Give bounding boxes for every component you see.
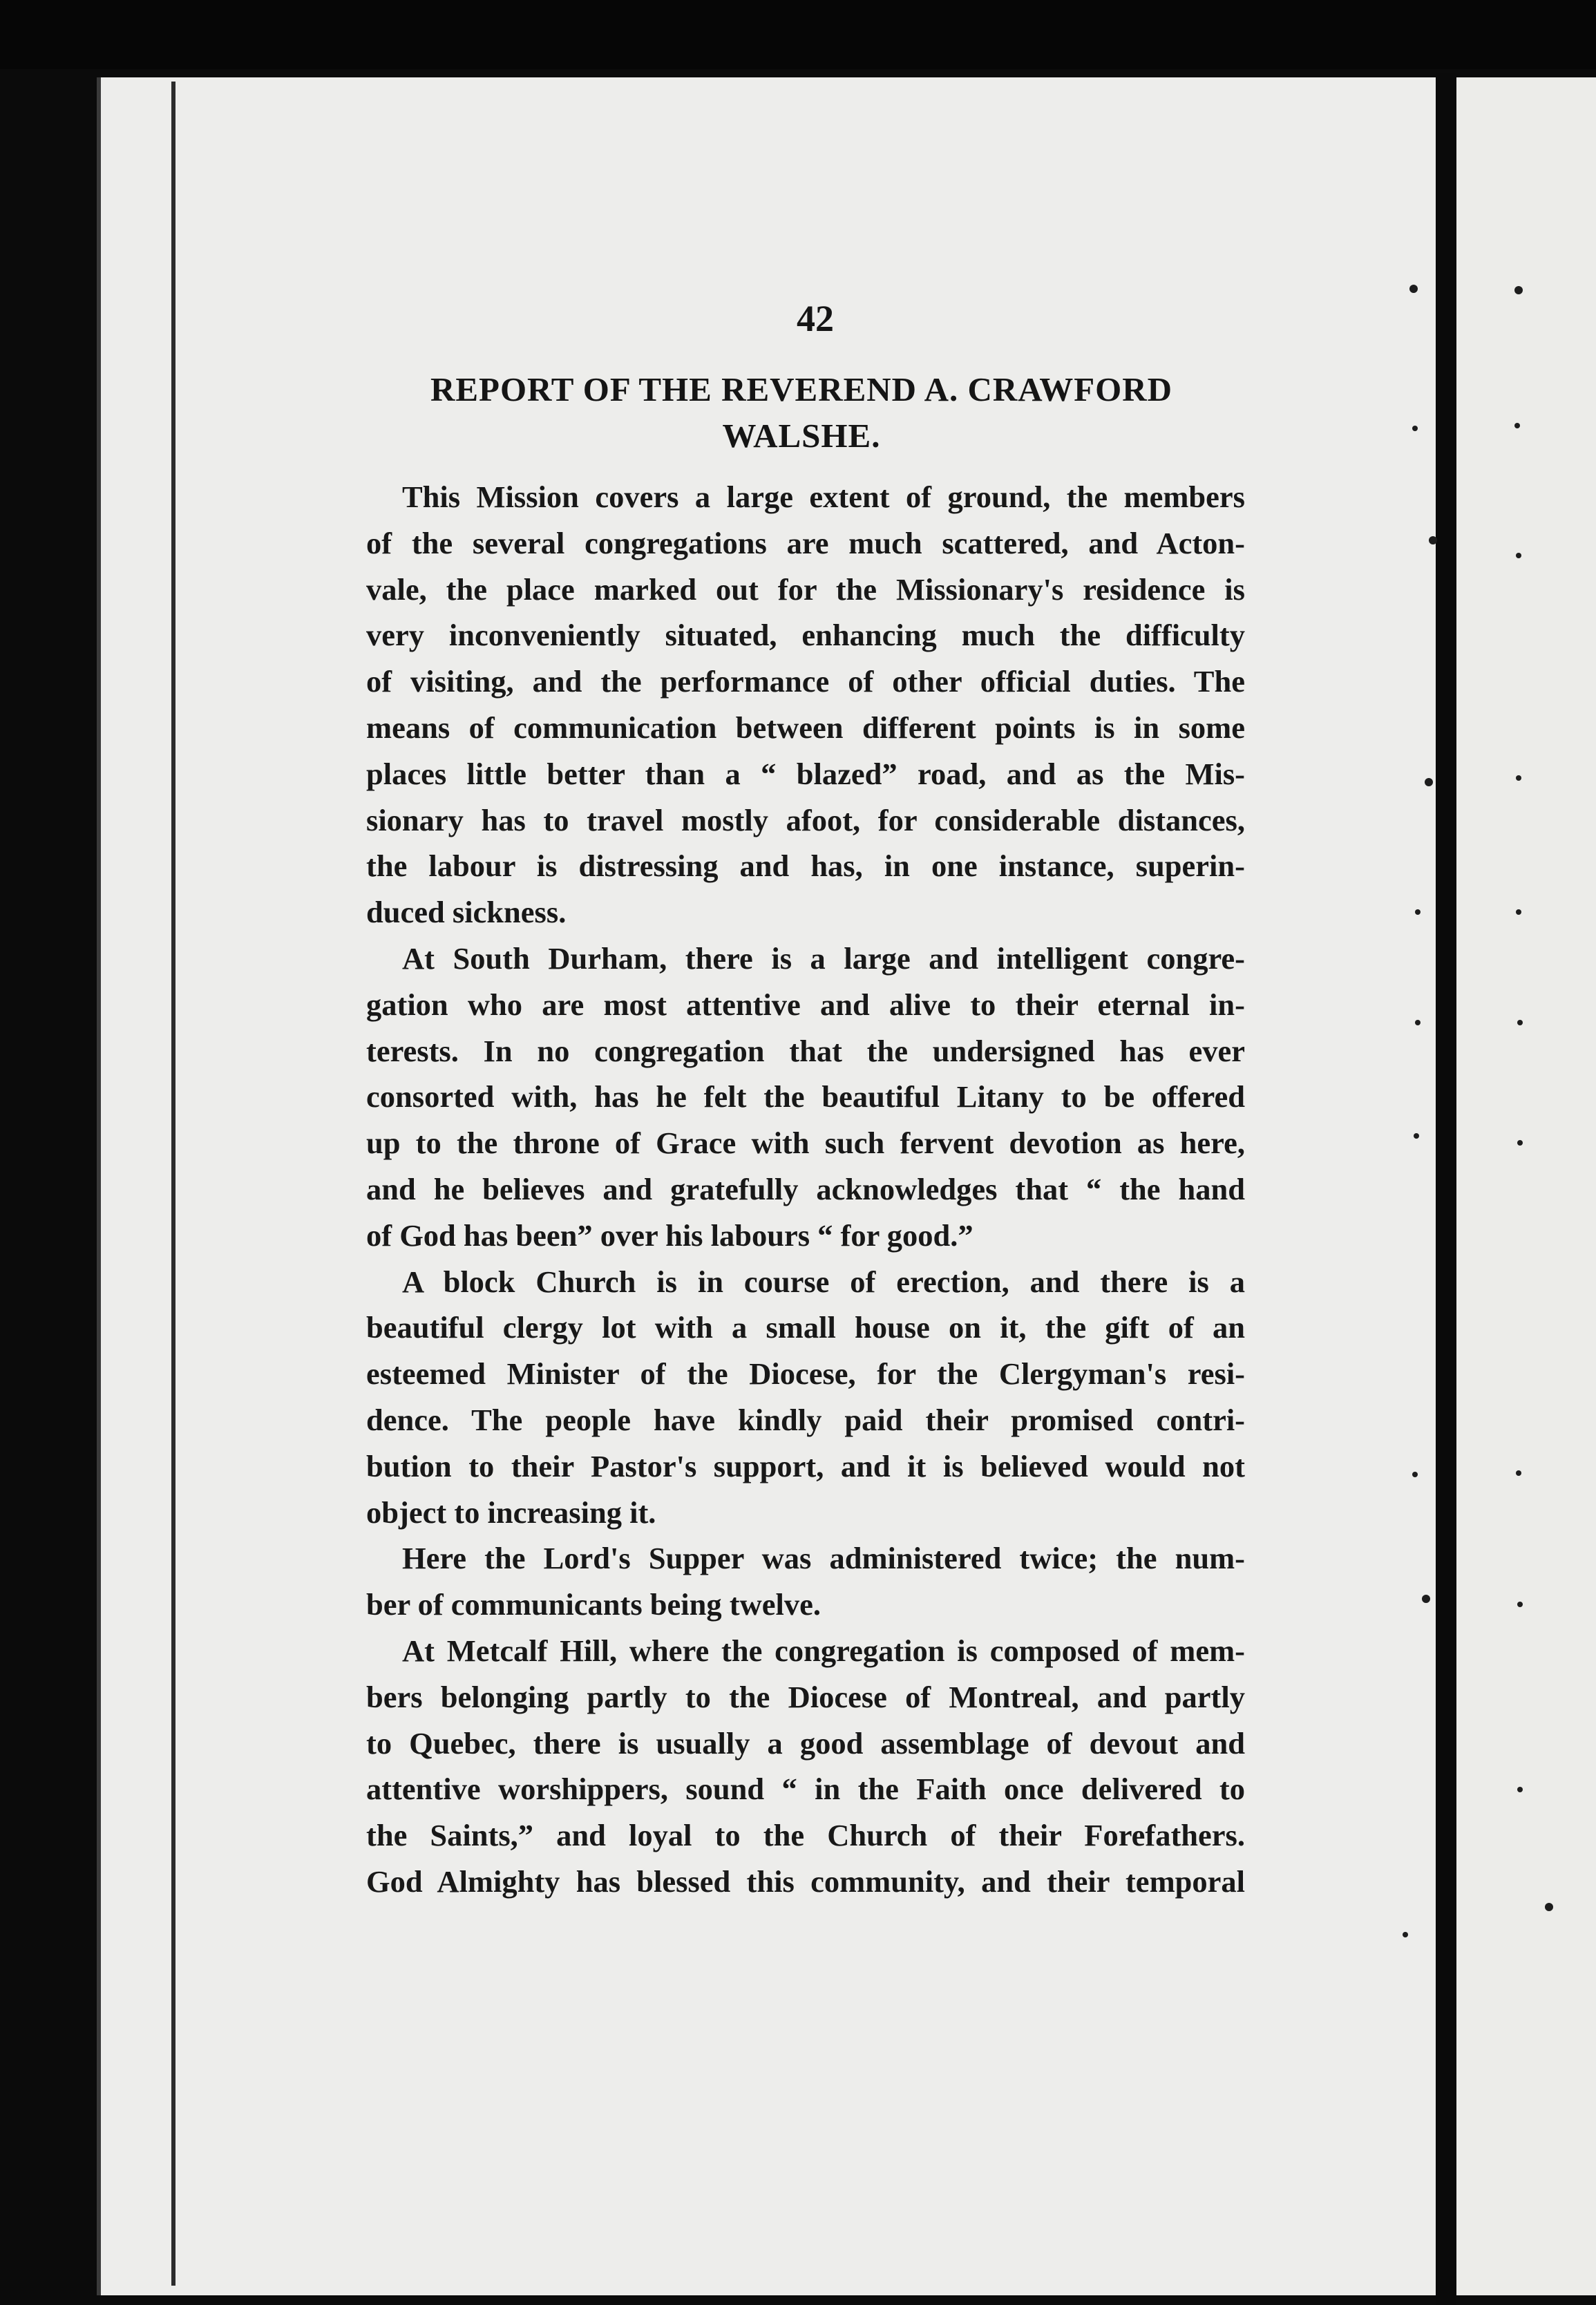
paragraph-mission-overview	[366, 474, 1245, 936]
ink-speck	[1517, 1140, 1523, 1146]
ink-speck	[1516, 553, 1521, 558]
ink-speck	[1517, 1602, 1523, 1607]
text-line: A block Church is in course of erection, and there is a	[402, 1264, 1245, 1299]
text-line: consorted with, has he felt the beautiful Litany to be offered	[366, 1079, 1245, 1114]
text-line: very inconveniently situated, enhancing much the difficulty	[366, 618, 1245, 653]
paragraph-south-durham	[366, 936, 1245, 1259]
report-heading-line: REPORT OF THE REVEREND A. CRAWFORD	[430, 370, 1173, 408]
text-line: At Metcalf Hill, where the congregation is composed of mem-	[402, 1633, 1245, 1668]
ink-speck	[1415, 1020, 1421, 1025]
text-line: of visiting, and the performance of other official duties. The	[366, 664, 1245, 699]
text-line: terests. In no congregation that the undersigned has ever	[366, 1033, 1245, 1068]
report-body	[366, 474, 1245, 1905]
paragraph-block-church	[366, 1259, 1245, 1536]
ink-speck	[1422, 1595, 1430, 1603]
ink-speck	[1412, 426, 1418, 431]
ink-speck	[1516, 775, 1521, 781]
ink-speck	[1516, 1470, 1521, 1476]
ink-speck	[1514, 286, 1523, 294]
page-number: 42	[797, 298, 834, 339]
text-line: esteemed Minister of the Diocese, for the Clergyman's resi-	[366, 1356, 1245, 1392]
book-gutter	[1436, 73, 1456, 2305]
paragraph-metcalf-hill	[366, 1628, 1245, 1905]
text-line: Here the Lord's Supper was administered twice; the num-	[402, 1541, 1245, 1576]
text-line: bution to their Pastor's support, and it is believed would not	[366, 1448, 1245, 1483]
text-line: object to increasing it.	[366, 1495, 656, 1530]
facing-page-edge	[1456, 77, 1596, 2295]
text-line: vale, the place marked out for the Missionary's residence is	[366, 571, 1245, 607]
text-line: attentive worshippers, sound “ in the Faith once delivered to	[366, 1772, 1245, 1807]
text-line: of the several congregations are much scattered, and Acton-	[366, 525, 1245, 560]
text-line: bers belonging partly to the Diocese of Montreal, and partly	[366, 1679, 1245, 1714]
text-line: This Mission covers a large extent of ground, the members	[402, 480, 1245, 514]
text-line: dence. The people have kindly paid their promised contri-	[366, 1402, 1245, 1437]
text-line: means of communication between different points is in some	[366, 710, 1245, 745]
ink-speck	[1425, 778, 1433, 786]
ink-speck	[1414, 1133, 1419, 1139]
text-line: beautiful clergy lot with a small house on it, the gift of an	[366, 1310, 1245, 1345]
report-heading-line: WALSHE.	[722, 417, 881, 455]
scan-top-band	[0, 0, 1596, 69]
text-line: places little better than a “ blazed” road, and as the Mis-	[366, 756, 1245, 791]
ink-speck	[1415, 909, 1421, 915]
ink-speck	[1429, 536, 1437, 544]
text-line: duced sickness.	[366, 895, 567, 930]
ink-speck	[1545, 1903, 1553, 1911]
text-line: gation who are most attentive and alive to their eternal in-	[366, 987, 1245, 1022]
ink-speck	[1409, 285, 1418, 293]
text-line: At South Durham, there is a large and intelligent congre-	[402, 940, 1245, 976]
text-line: the labour is distressing and has, in one instance, superin-	[366, 848, 1245, 884]
paragraph-lords-supper	[366, 1535, 1245, 1628]
ink-speck	[1514, 423, 1520, 428]
text-line: God Almighty has blessed this community, and their temporal	[366, 1863, 1245, 1899]
text-line: sionary has to travel mostly afoot, for considerable distances,	[366, 802, 1245, 837]
ink-speck	[1517, 1787, 1523, 1792]
ink-speck	[1517, 1020, 1523, 1025]
text-line: up to the throne of Grace with such fervent devotion as here,	[366, 1126, 1245, 1161]
ink-speck	[1412, 1472, 1418, 1477]
text-line: and he believes and gratefully acknowledges that “ the hand	[366, 1171, 1245, 1206]
text-line: the Saints,” and loyal to the Church of their Forefathers.	[366, 1818, 1245, 1853]
ink-speck	[1516, 909, 1521, 915]
text-line: ber of communicants being twelve.	[366, 1587, 821, 1622]
text-line: of God has been” over his labours “ for good.”	[366, 1217, 973, 1253]
page-fold-edge	[171, 82, 175, 2286]
text-line: to Quebec, there is usually a good assemblage of devout and	[366, 1725, 1245, 1761]
report-heading	[359, 366, 1244, 459]
ink-speck	[1403, 1932, 1408, 1937]
